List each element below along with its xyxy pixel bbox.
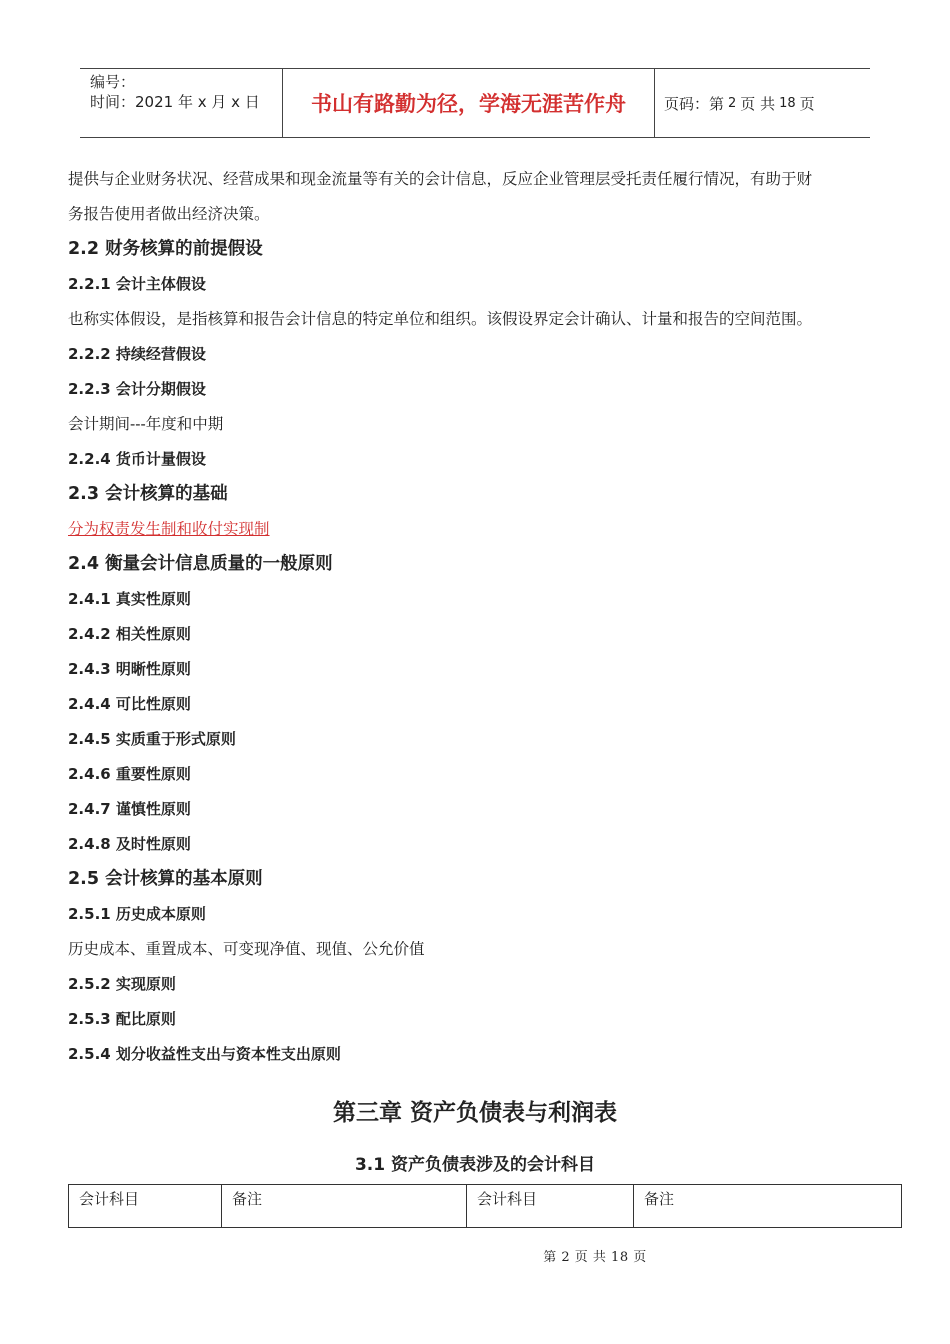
footer-page-number: 第 2 页 共 18 页 bbox=[543, 1250, 647, 1265]
number-label: 编号： bbox=[90, 73, 136, 91]
heading-2-5-2: 2.5.2 实现原则 bbox=[68, 975, 176, 993]
page-end: 页 bbox=[799, 94, 815, 113]
heading-2-4-3: 2.4.3 明晰性原则 bbox=[68, 660, 191, 678]
paragraph-2-2-3: 会计期间---年度和中期 bbox=[68, 415, 224, 433]
heading-2-3: 2.3 会计核算的基础 bbox=[68, 484, 228, 504]
heading-2-2-1: 2.2.1 会计主体假设 bbox=[68, 275, 206, 293]
col-note-1: 备注 bbox=[222, 1185, 467, 1228]
col-note-2: 备注 bbox=[634, 1185, 902, 1228]
account-table bbox=[68, 1184, 902, 1228]
heading-2-4-8: 2.4.8 及时性原则 bbox=[68, 835, 191, 853]
heading-2-4-5: 2.4.5 实质重于形式原则 bbox=[68, 730, 236, 748]
intro-line-1: 提供与企业财务状况、经营成果和现金流量等有关的会计信息，反应企业管理层受托责任履行情况，有助于财 bbox=[68, 170, 813, 188]
heading-2-2-4: 2.2.4 货币计量假设 bbox=[68, 450, 206, 468]
col-account-1: 会计科目 bbox=[69, 1185, 222, 1228]
header-meta bbox=[80, 69, 282, 137]
heading-2-4-7: 2.4.7 谨慎性原则 bbox=[68, 800, 191, 818]
heading-2-2: 2.2 财务核算的前提假设 bbox=[68, 239, 263, 259]
heading-2-4-4: 2.4.4 可比性原则 bbox=[68, 695, 191, 713]
document-body bbox=[68, 162, 898, 1072]
heading-2-4-2: 2.4.2 相关性原则 bbox=[68, 625, 191, 643]
page-label: 页码：第 bbox=[664, 94, 725, 113]
heading-2-2-2: 2.2.2 持续经营假设 bbox=[68, 345, 206, 363]
heading-2-2-3: 2.2.3 会计分期假设 bbox=[68, 380, 206, 398]
table-header-row bbox=[69, 1185, 902, 1228]
header-page-info bbox=[655, 69, 870, 137]
chapter-title: 第三章 资产负债表与利润表 bbox=[332, 1100, 617, 1126]
intro-line-2: 务报告使用者做出经济决策。 bbox=[68, 205, 270, 223]
col-account-2: 会计科目 bbox=[467, 1185, 634, 1228]
page-footer bbox=[0, 1246, 950, 1265]
paragraph-2-5-1: 历史成本、重置成本、可变现净值、现值、公允价值 bbox=[68, 940, 425, 958]
paragraph-2-2-1: 也称实体假设，是指核算和报告会计信息的特定单位和组织。该假设界定会计确认、计量和报告的空间范围。 bbox=[68, 310, 813, 328]
time-label: 时间：2021 年 x 月 x 日 bbox=[90, 93, 260, 111]
heading-2-4-6: 2.4.6 重要性原则 bbox=[68, 765, 191, 783]
header-motto: 书山有路勤为径，学海无涯苦作舟 bbox=[282, 69, 655, 137]
page-header bbox=[80, 68, 870, 138]
heading-2-5-1: 2.5.1 历史成本原则 bbox=[68, 905, 206, 923]
heading-2-4-1: 2.4.1 真实性原则 bbox=[68, 590, 191, 608]
page-total: 18 bbox=[779, 95, 796, 111]
page-current: 2 bbox=[728, 95, 737, 111]
heading-2-5: 2.5 会计核算的基本原则 bbox=[68, 869, 263, 889]
page-mid: 页 共 bbox=[740, 94, 776, 113]
paragraph-2-3-link: 分为权责发生制和收付实现制 bbox=[68, 520, 270, 538]
heading-2-5-3: 2.5.3 配比原则 bbox=[68, 1010, 176, 1028]
heading-2-4: 2.4 衡量会计信息质量的一般原则 bbox=[68, 554, 333, 574]
heading-2-5-4: 2.5.4 划分收益性支出与资本性支出原则 bbox=[68, 1045, 341, 1063]
section-title-3-1: 3.1 资产负债表涉及的会计科目 bbox=[354, 1155, 596, 1175]
